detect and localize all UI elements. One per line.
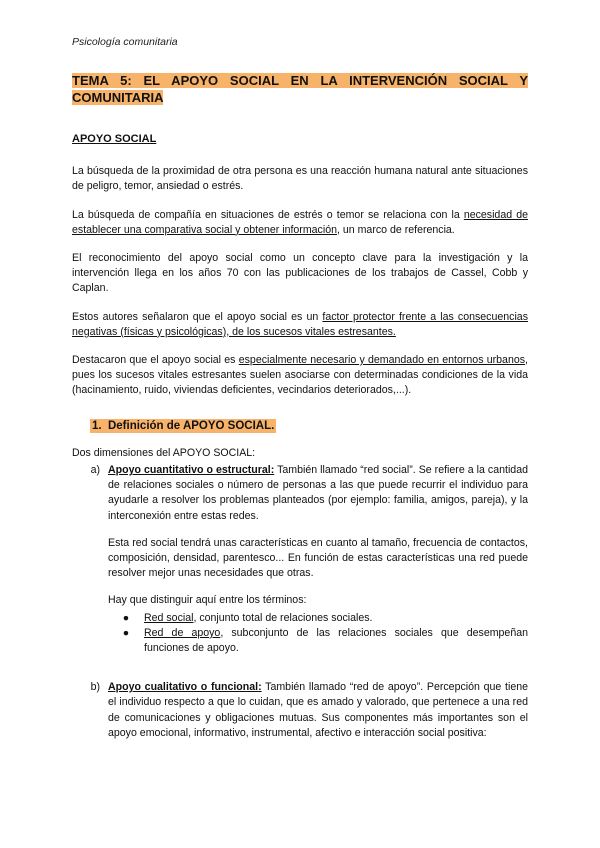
bullet-dot-icon: ● (122, 611, 130, 624)
list-marker-b: b) (90, 681, 100, 694)
document-title (72, 72, 528, 106)
document-body (72, 72, 528, 763)
item-a-bullets (108, 611, 528, 657)
bullet-2-desc: , subconjunto de las relaciones sociales que desempeñan funciones de apoyo. (144, 626, 528, 655)
title-highlight: TEMA 5: EL APOYO SOCIAL EN LA INTERVENCIÓN SOCIAL Y COMUNITARIA (72, 73, 528, 105)
section-1-title: Definición de APOYO SOCIAL. (107, 419, 275, 432)
bullet-2-text (144, 626, 528, 656)
paragraph-5-text-a: Destacaron que el apoyo social es (72, 354, 239, 367)
item-a-paragraph-2: Esta red social tendrá unas características en cuanto al tamaño, frecuencia de contactos, composición, densidad, parentesco... En función de estas características una red puede resolver mejor unas necesidades que otras. (108, 536, 528, 580)
paragraph-3: El reconocimiento del apoyo social como un concepto clave para la investigación y la intervención llega en los años 70 con las publicaciones de los trabajos de Cassel, Cobb y Caplan. (72, 252, 528, 295)
section-1-number: 1. (92, 419, 102, 432)
bullet-red-de-apoyo (108, 626, 528, 656)
bullet-2-term: Red de apoyo (144, 626, 221, 639)
bullet-dot-icon: ● (122, 626, 130, 639)
list-item-b (72, 680, 528, 753)
item-a-text: También llamado “red social”. Se refiere a la cantidad de relaciones sociales o número de personas a las que puede recurrir el individuo para ayudarle a resolver los problemas planteados (por ejemplo: familia, amigos, pareja), y la interconexión entre estas redes. (108, 464, 528, 522)
section-1-highlight (90, 419, 276, 433)
bullet-1-desc: , conjunto total de relaciones sociales. (193, 611, 373, 624)
paragraph-2-text-a: La búsqueda de compañía en situaciones de estrés o temor se relaciona con la (72, 208, 464, 221)
list-item-a-body (108, 463, 528, 670)
paragraph-4-underlined: factor protector frente a las consecuencias negativas (físicas y psicológicas), de los sucesos vitales estresantes. (72, 310, 528, 338)
bullet-red-social (108, 611, 528, 626)
list-item-a (72, 463, 528, 670)
list-item-b-body (108, 680, 528, 753)
item-b-paragraph-1 (108, 680, 528, 741)
paragraph-1: La búsqueda de la proximidad de otra persona es una reacción humana natural ante situaciones de peligro, temor, ansiedad o estrés. (72, 165, 528, 193)
item-b-text: También llamado “red de apoyo”. Percepción que tiene el individuo respecto a que lo cuidan, que es amado y valorado, que pertenece a una red de comunicaciones y obligaciones mutuas. Sus componentes más importantes son el apoyo emocional, informativo, instrumental, afectivo e interacción social positiva: (108, 681, 528, 739)
paragraph-2-text-b: , un marco de referencia. (336, 223, 455, 236)
subheading-apoyo-social: APOYO SOCIAL (72, 133, 157, 145)
item-b-term: Apoyo cualitativo o funcional: (108, 681, 262, 694)
item-a-term: Apoyo cuantitativo o estructural: (108, 464, 275, 477)
section-1-heading (72, 419, 528, 434)
bullet-1-term: Red social (144, 611, 194, 624)
paragraph-2-underlined: necesidad de establecer una comparativa social y obtener información (72, 208, 528, 236)
running-header: Psicología comunitaria (72, 36, 178, 48)
item-a-paragraph-1 (108, 463, 528, 524)
paragraph-5-text-b: , pues los sucesos vitales estresantes suelen asociarse con determinadas condiciones de la vida (hacinamiento, ruido, viviendas deficientes, vecindarios deteriorados,...). (72, 354, 528, 397)
paragraph-4-text-a: Estos autores señalaron que el apoyo social es un (72, 310, 323, 323)
paragraph-2 (72, 208, 528, 238)
paragraph-4 (72, 310, 528, 340)
section-1-intro: Dos dimensiones del APOYO SOCIAL: (72, 446, 256, 459)
paragraph-5-underlined: especialmente necesario y demandado en entornos urbanos (238, 354, 526, 367)
bullet-1-text (144, 611, 528, 626)
paragraph-5 (72, 353, 528, 399)
item-a-paragraph-3: Hay que distinguir aquí entre los términos: (108, 594, 307, 607)
list-marker-a: a) (90, 464, 100, 477)
